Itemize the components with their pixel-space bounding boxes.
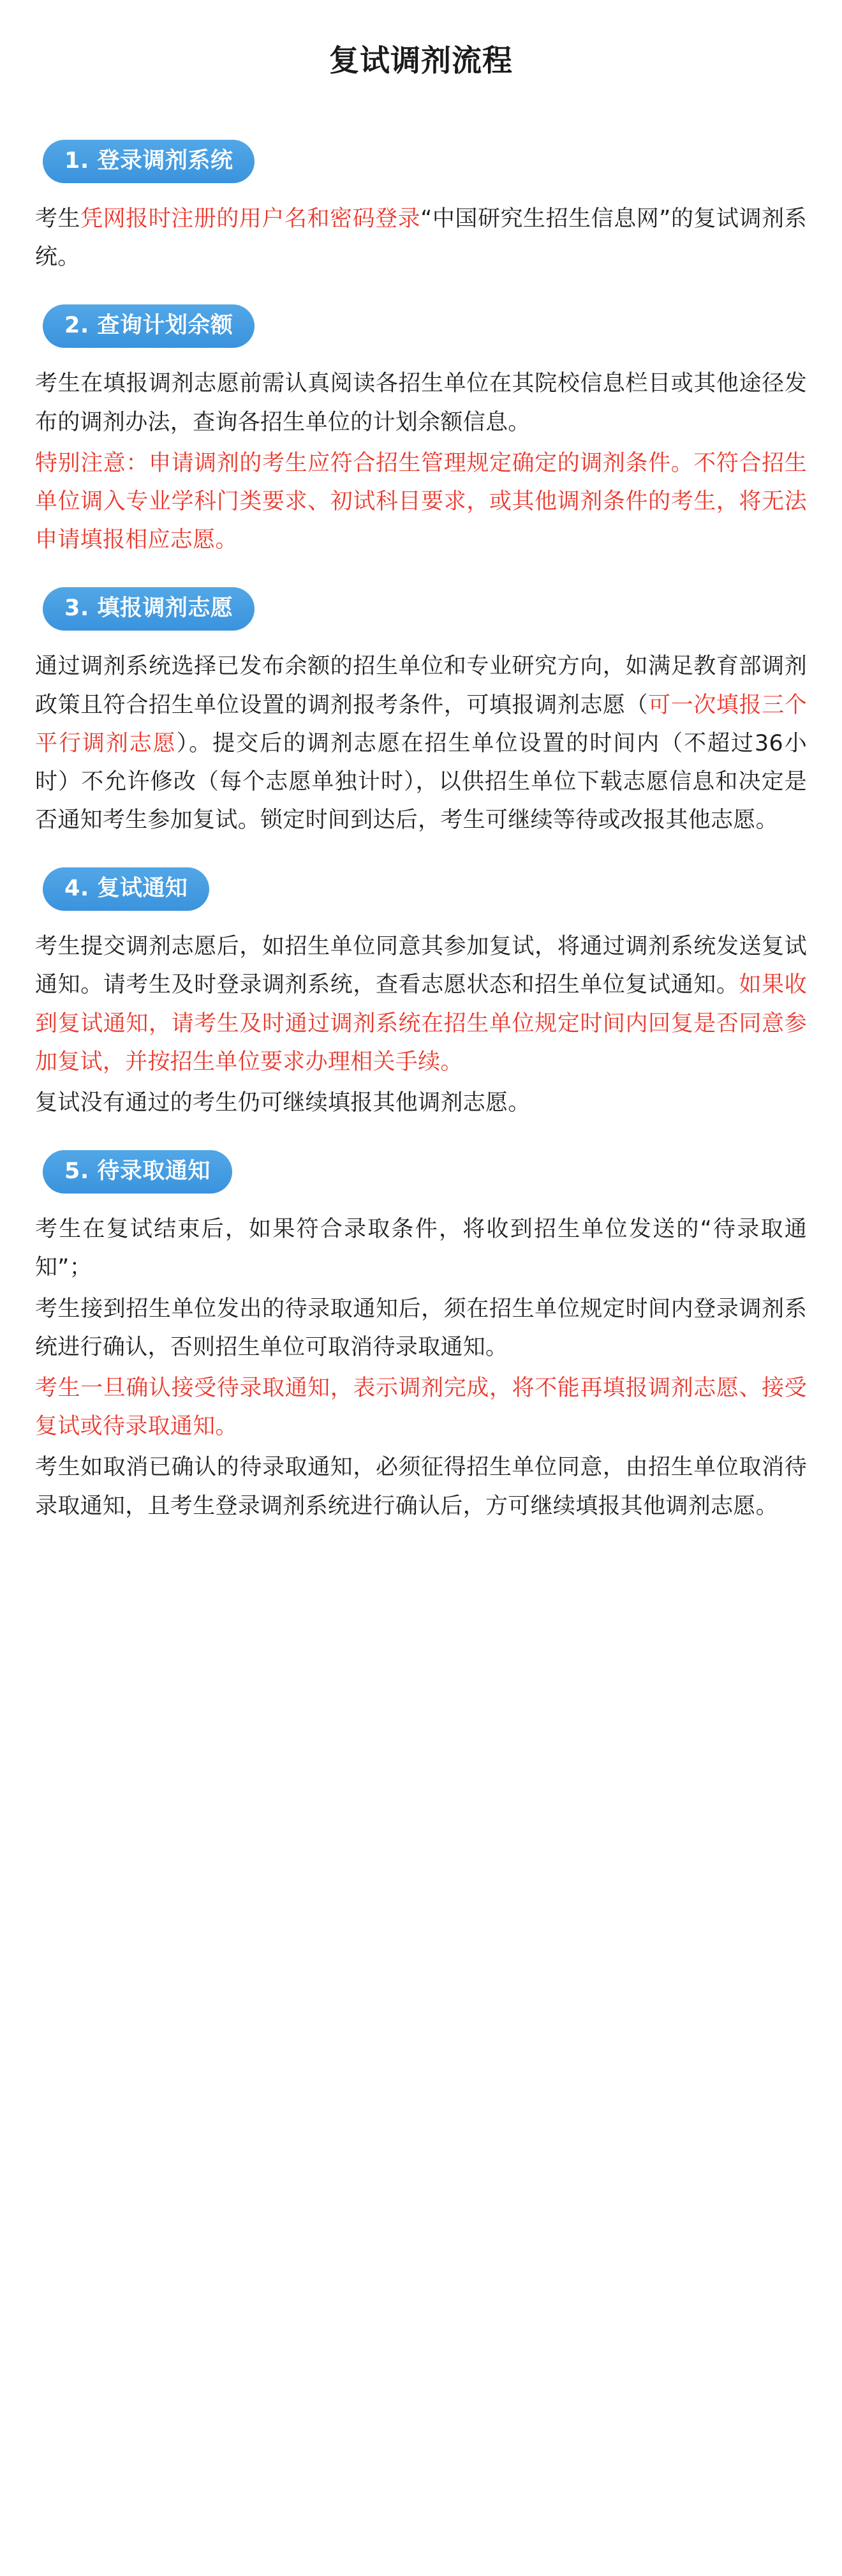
- section-heading-pill: 1. 登录调剂系统: [43, 140, 255, 183]
- paragraph: [35, 200, 807, 276]
- body-text: 考生在复试结束后，如果符合录取条件，将收到招生单位发送的“待录取通知”；: [35, 1217, 807, 1281]
- paragraph: [35, 927, 807, 1081]
- paragraph: [35, 364, 807, 441]
- paragraph: [35, 1084, 807, 1122]
- body-text: 考生接到招生单位发出的待录取通知后，须在招生单位规定时间内登录调剂系统进行确认，否则招生单位可取消待录取通知。: [35, 1296, 807, 1360]
- body-text: 考生提交调剂志愿后，如招生单位同意其参加复试，将通过调剂系统发送复试通知。请考生及时登录调剂系统，查看志愿状态和招生单位复试通知。: [35, 934, 807, 998]
- section-heading-pill: 4. 复试通知: [43, 867, 209, 911]
- highlight-text: 如果收到复试通知，请考生及时通过调剂系统在招生单位规定时间内回复是否同意参加复试，并按招生单位要求办理相关手续。: [35, 972, 807, 1075]
- section: [35, 846, 807, 1122]
- highlight-text: 特别注意：申请调剂的考生应符合招生管理规定确定的调剂条件。不符合招生单位调入专业学科门类要求、初试科目要求，或其他调剂条件的考生，将无法申请填报相应志愿。: [35, 450, 807, 553]
- paragraph: [35, 444, 807, 560]
- section: [35, 118, 807, 276]
- body-text: 复试没有通过的考生仍可继续填报其他调剂志愿。: [35, 1090, 531, 1116]
- section-heading-pill: 5. 待录取通知: [43, 1150, 232, 1194]
- section: [35, 283, 807, 559]
- body-text: 考生如取消已确认的待录取通知，必须征得招生单位同意，由招生单位取消待录取通知，且考生登录调剂系统进行确认后，方可继续填报其他调剂志愿。: [35, 1455, 807, 1519]
- highlight-text: 凭网报时注册的用户名和密码登录: [80, 206, 421, 232]
- section: [35, 565, 807, 839]
- body-text: 考生在填报调剂志愿前需认真阅读各招生单位在其院校信息栏目或其他途径发布的调剂办法，查询各招生单位的计划余额信息。: [35, 371, 807, 435]
- body-text: 通过调剂系统选择已发布余额的招生单位和专业研究方向，如满足教育部调剂政策且符合招生单位设置的调剂报考条件，可填报调剂志愿（: [35, 654, 807, 718]
- section-heading-pill: 3. 填报调剂志愿: [43, 587, 255, 631]
- paragraph: [35, 647, 807, 839]
- body-text: ）。提交后的调剂志愿在招生单位设置的时间内（不超过36小时）不允许修改（每个志愿单独计时），以供招生单位下载志愿信息和决定是否通知考生参加复试。锁定时间到达后，考生可继续等待或改报其他志愿。: [35, 730, 807, 834]
- page-title: 复试调剂流程: [329, 43, 513, 79]
- paragraph: [35, 1369, 807, 1446]
- body-text: “中国研究生招生信息网”的复试调剂系统。: [35, 206, 807, 271]
- paragraph: [35, 1210, 807, 1287]
- section: [35, 1128, 807, 1525]
- highlight-text: 考生一旦确认接受待录取通知，表示调剂完成，将不能再填报调剂志愿、接受复试或待录取通知。: [35, 1375, 807, 1440]
- paragraph: [35, 1290, 807, 1367]
- body-text: 考生: [35, 206, 81, 232]
- highlight-text: 可一次填报三个平行调剂志愿: [35, 692, 807, 756]
- section-heading-pill: 2. 查询计划余额: [43, 304, 255, 348]
- sections-container: [35, 118, 807, 1525]
- paragraph: [35, 1448, 807, 1525]
